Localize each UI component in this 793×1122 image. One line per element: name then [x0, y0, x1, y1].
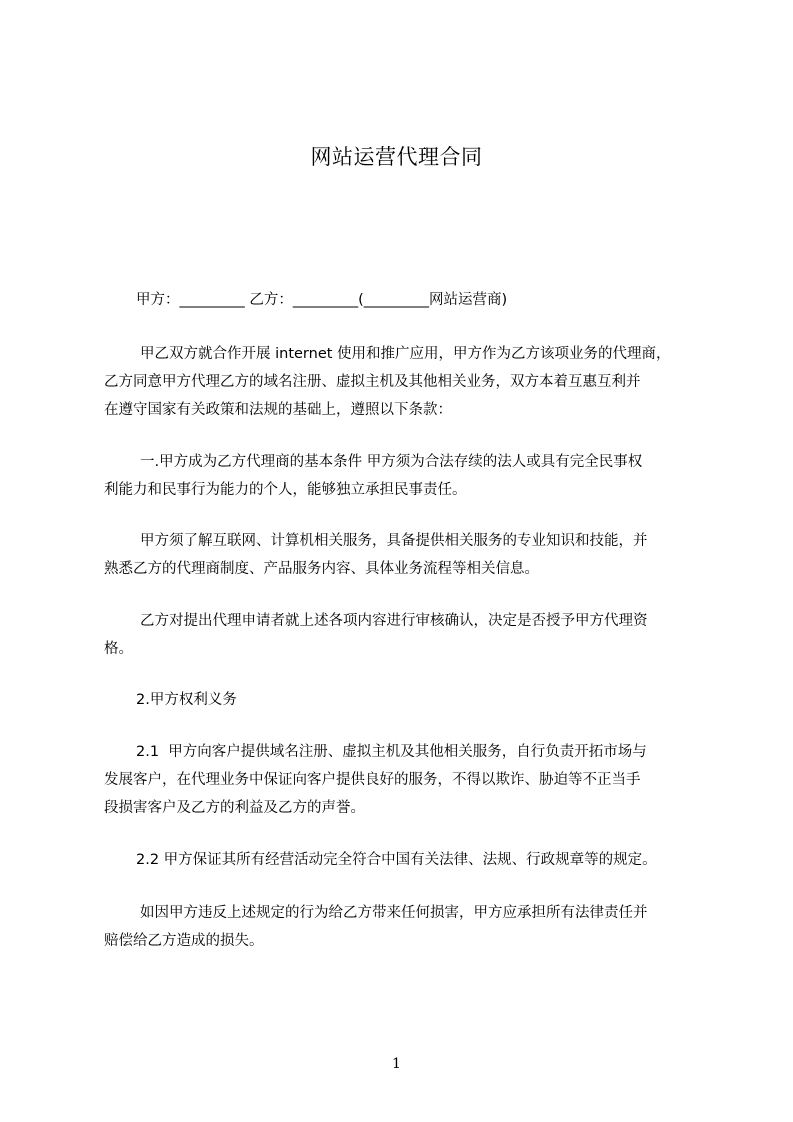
paragraph-line: 2.1 甲方向客户提供域名注册、虚拟主机及其他相关服务，自行负责开拓市场与: [136, 744, 647, 760]
paragraph-line: 甲乙双方就合作开展 internet 使用和推广应用，甲方作为乙方该项业务的代理商，: [140, 346, 671, 362]
paragraph-line: 段损害客户及乙方的利益及乙方的声誉。: [104, 800, 365, 816]
paragraph-line: 格。: [104, 641, 133, 657]
page-number: 1: [392, 1056, 401, 1072]
paragraph-line: 甲方须了解互联网、计算机相关服务，具备提供相关服务的专业知识和技能，并: [140, 533, 648, 549]
paragraph-line: 赔偿给乙方造成的损失。: [104, 933, 264, 949]
paragraph-line: 乙方对提出代理申请者就上述各项内容进行审核确认，决定是否授予甲方代理资: [140, 613, 648, 629]
paragraph-line: 利能力和民事行为能力的个人，能够独立承担民事责任。: [104, 482, 467, 498]
section-heading: 2.甲方权利义务: [136, 692, 237, 708]
paragraph-line: 在遵守国家有关政策和法规的基础上，遵照以下条款：: [104, 402, 452, 418]
document-title: 网站运营代理合同: [310, 145, 483, 169]
paragraph-line: 乙方同意甲方代理乙方的域名注册、虚拟主机及其他相关业务，双方本着互惠互利并: [104, 374, 641, 390]
paragraph-line: 如因甲方违反上述规定的行为给乙方带来任何损害，甲方应承担所有法律责任并: [140, 905, 648, 921]
parties-line: 甲方：_________ 乙方：_________(_________网站运营商): [136, 292, 508, 308]
paragraph-line: 一.甲方成为乙方代理商的基本条件 甲方须为合法存续的法人或具有完全民事权: [140, 454, 643, 470]
paragraph-line: 2.2 甲方保证其所有经营活动完全符合中国有关法律、法规、行政规章等的规定。: [136, 852, 657, 868]
paragraph-line: 发展客户，在代理业务中保证向客户提供良好的服务，不得以欺诈、胁迫等不正当手: [104, 772, 641, 788]
paragraph-line: 熟悉乙方的代理商制度、产品服务内容、具体业务流程等相关信息。: [104, 561, 539, 577]
